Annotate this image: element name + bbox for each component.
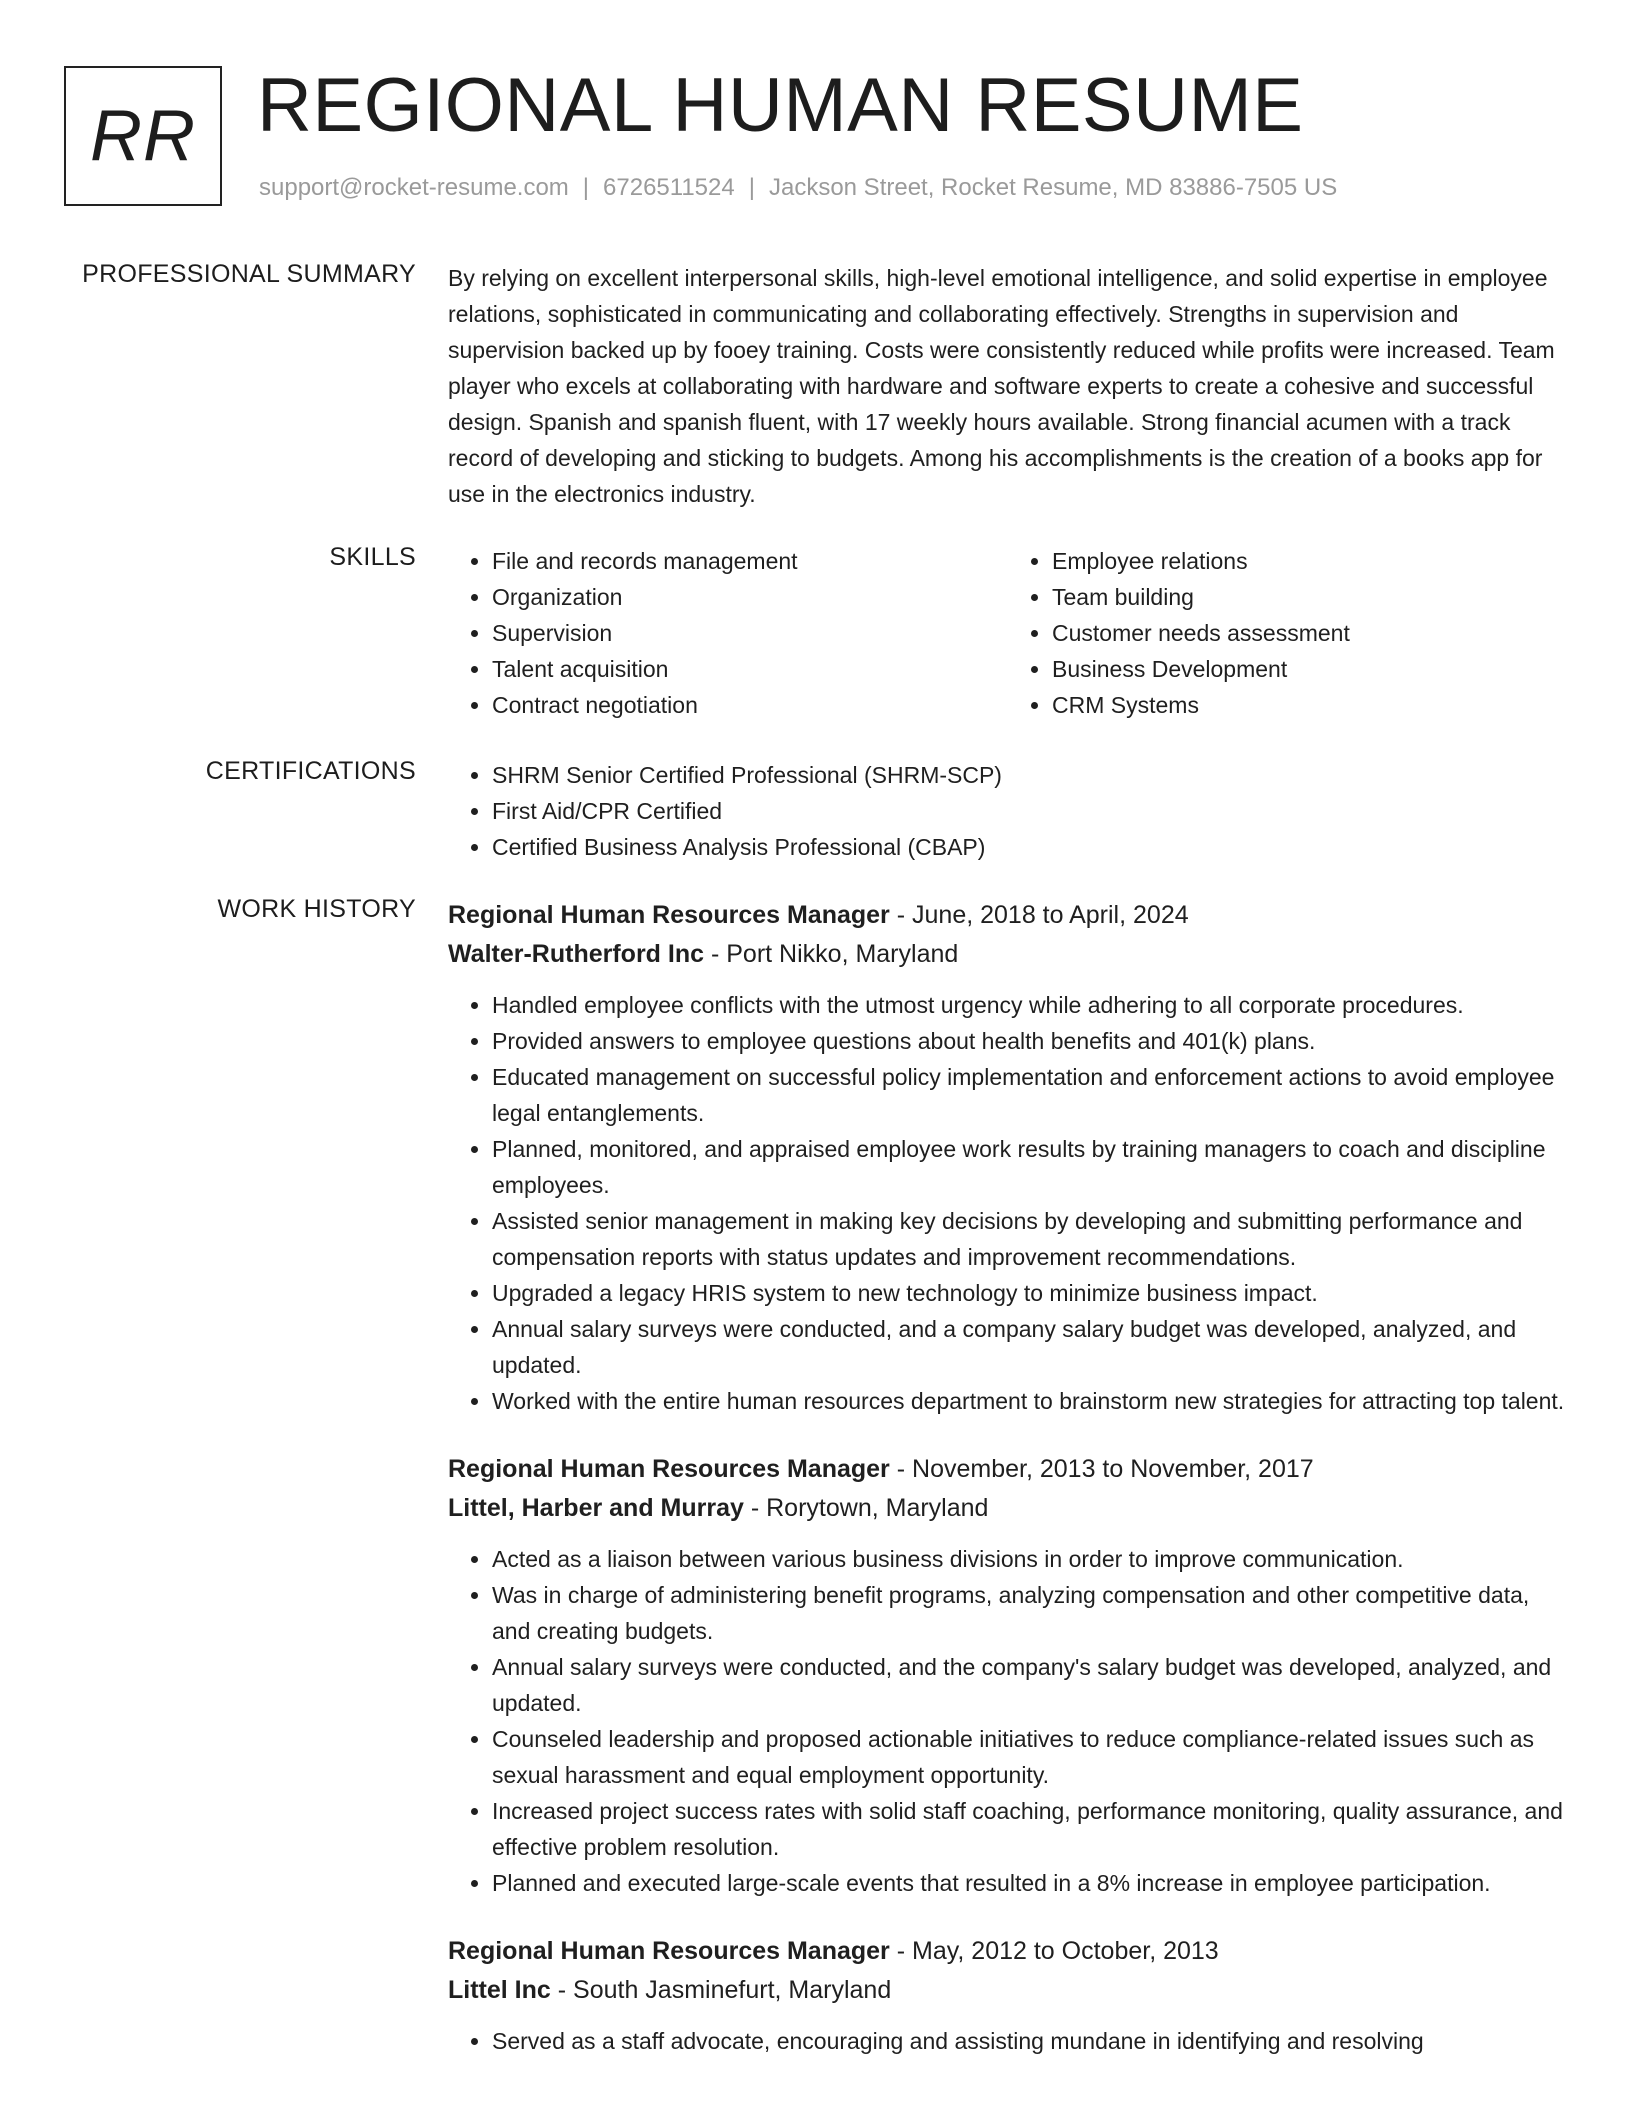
- contact-email: support@rocket-resume.com: [259, 174, 569, 201]
- job-dates: - June, 2018 to April, 2024: [896, 901, 1189, 929]
- skills-columns: [448, 543, 1568, 723]
- contact-phone: 6726511524: [603, 174, 735, 201]
- skill-item: • Team building: [1052, 579, 1568, 615]
- job-location: - Port Nikko, Maryland: [710, 940, 959, 968]
- certification-item: • SHRM Senior Certified Professional (SHRM-SCP): [492, 757, 1568, 793]
- certification-item: • Certified Business Analysis Professional (CBAP): [492, 829, 1568, 865]
- skill-item: • Organization: [492, 579, 1008, 615]
- job-company: Littel, Harber and Murray: [448, 1494, 744, 1522]
- job-company-line: [448, 1971, 1568, 2009]
- job-company: Walter-Rutherford Inc: [448, 940, 705, 968]
- job-bullets: [448, 2023, 1568, 2059]
- certification-item: • First Aid/CPR Certified: [492, 793, 1568, 829]
- job-title-line: [448, 1931, 1568, 1971]
- skills-list-right: [1008, 543, 1568, 723]
- job-company-line: [448, 1489, 1568, 1527]
- monogram-logo: RR: [64, 66, 222, 206]
- job-bullet: • Planned and executed large-scale events that resulted in a 8% increase in employee participation.: [492, 1865, 1568, 1901]
- skill-item: • Customer needs assessment: [1052, 615, 1568, 651]
- job-entry: [448, 895, 1568, 1419]
- section-label-certifications: CERTIFICATIONS: [205, 757, 416, 785]
- job-bullet: • Worked with the entire human resources department to brainstorm new strategies for attracting top talent.: [492, 1383, 1568, 1419]
- section-label-summary: PROFESSIONAL SUMMARY: [82, 260, 416, 288]
- resume-header: [64, 63, 1564, 210]
- skill-item: • Business Development: [1052, 651, 1568, 687]
- job-title: Regional Human Resources Manager: [448, 1937, 890, 1965]
- summary-body: [448, 260, 1568, 512]
- job-title: Regional Human Resources Manager: [448, 1455, 890, 1483]
- certifications-list: [448, 757, 1568, 865]
- job-bullet: • Upgraded a legacy HRIS system to new technology to minimize business impact.: [492, 1275, 1568, 1311]
- job-entry: [448, 1449, 1568, 1901]
- skills-body: [448, 543, 1568, 723]
- job-title-line: [448, 1449, 1568, 1489]
- job-title: Regional Human Resources Manager: [448, 901, 890, 929]
- contact-line: [259, 174, 1337, 202]
- job-bullet: • Provided answers to employee questions about health benefits and 401(k) plans.: [492, 1023, 1568, 1059]
- job-bullet: • Annual salary surveys were conducted, and the company's salary budget was developed, analyzed, and updated.: [492, 1649, 1568, 1721]
- job-bullet: • Handled employee conflicts with the utmost urgency while adhering to all corporate procedures.: [492, 987, 1568, 1023]
- job-entry: [448, 1931, 1568, 2059]
- skill-item: • Contract negotiation: [492, 687, 1008, 723]
- job-title-line: [448, 895, 1568, 935]
- contact-address: Jackson Street, Rocket Resume, MD 83886-7505 US: [768, 174, 1338, 201]
- job-dates: - November, 2013 to November, 2017: [896, 1455, 1314, 1483]
- skill-item: • Employee relations: [1052, 543, 1568, 579]
- skill-item: • CRM Systems: [1052, 687, 1568, 723]
- skill-item: • Talent acquisition: [492, 651, 1008, 687]
- candidate-name: REGIONAL HUMAN RESUME: [257, 63, 1304, 148]
- job-dates: - May, 2012 to October, 2013: [896, 1937, 1219, 1965]
- job-bullet: • Annual salary surveys were conducted, and a company salary budget was developed, analyzed, and updated.: [492, 1311, 1568, 1383]
- skills-list-left: [448, 543, 1008, 723]
- work-history-body: [448, 895, 1568, 2089]
- contact-separator: |: [582, 174, 590, 201]
- certifications-body: [448, 757, 1568, 865]
- job-bullet: • Educated management on successful policy implementation and enforcement actions to avoid employee legal entanglements.: [492, 1059, 1568, 1131]
- skill-item: • Supervision: [492, 615, 1008, 651]
- job-bullet: • Counseled leadership and proposed actionable initiatives to reduce compliance-related issues such as sexual harassment and equal employment opportunity.: [492, 1721, 1568, 1793]
- skill-item: • File and records management: [492, 543, 1008, 579]
- job-bullets: [448, 1541, 1568, 1901]
- job-bullets: [448, 987, 1568, 1419]
- job-bullet: • Was in charge of administering benefit programs, analyzing compensation and other competitive data, and creating budgets.: [492, 1577, 1568, 1649]
- job-bullet: • Planned, monitored, and appraised employee work results by training managers to coach and discipline employees.: [492, 1131, 1568, 1203]
- job-company: Littel Inc: [448, 1976, 551, 2004]
- job-bullet: • Increased project success rates with solid staff coaching, performance monitoring, quality assurance, and effective problem resolution.: [492, 1793, 1568, 1865]
- summary-text: By relying on excellent interpersonal skills, high-level emotional intelligence, and solid expertise in employee relations, sophisticated in communicating and collaborating effectively. Strengths in supervision and supervision backed up by fooey training. Costs were consistently reduced while profits were increased. Team player who excels at collaborating with hardware and software experts to create a cohesive and successful design. Spanish and spanish fluent, with 17 weekly hours available. Strong financial acumen with a track record of developing and sticking to budgets. Among his accomplishments is the creation of a books app for use in the electronics industry.: [448, 265, 1555, 507]
- contact-separator: |: [748, 174, 755, 201]
- job-company-line: [448, 935, 1568, 973]
- section-label-work-history: WORK HISTORY: [217, 895, 416, 923]
- job-location: - Rorytown, Maryland: [750, 1494, 989, 1522]
- job-location: - South Jasminefurt, Maryland: [557, 1976, 892, 2004]
- job-bullet: • Served as a staff advocate, encouraging and assisting mundane in identifying and resolving: [492, 2023, 1568, 2059]
- job-bullet: • Acted as a liaison between various business divisions in order to improve communication.: [492, 1541, 1568, 1577]
- section-label-skills: SKILLS: [329, 543, 416, 571]
- job-bullet: • Assisted senior management in making key decisions by developing and submitting performance and compensation reports with status updates and improvement recommendations.: [492, 1203, 1568, 1275]
